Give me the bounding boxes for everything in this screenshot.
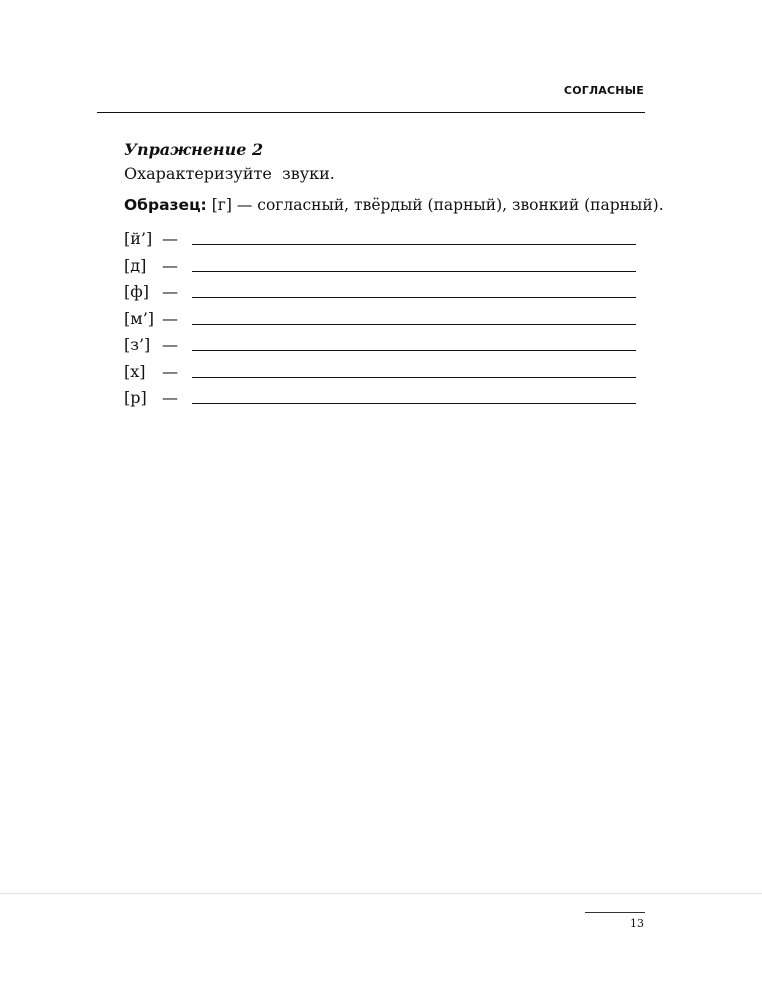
- answer-row: [124, 387, 636, 414]
- sound-label: [д]: [124, 255, 147, 275]
- sound-label: [р]: [124, 388, 147, 407]
- answer-line[interactable]: [192, 271, 636, 272]
- answer-row: [124, 255, 636, 282]
- answer-line[interactable]: [192, 403, 636, 404]
- header-rule: [97, 112, 645, 113]
- answer-row: [124, 334, 636, 361]
- exercise-instruction: Охарактеризуйте звуки.: [124, 164, 335, 183]
- answer-row: [124, 308, 636, 335]
- answer-row: [124, 281, 636, 308]
- sound-label: [м’]: [124, 308, 155, 328]
- sample-label: Образец:: [124, 196, 207, 214]
- answer-row: [124, 228, 636, 255]
- answer-line[interactable]: [192, 244, 636, 245]
- dash: —: [162, 335, 178, 354]
- dash: —: [162, 282, 178, 301]
- page-number: 13: [630, 917, 644, 930]
- sound-label: [з’]: [124, 335, 151, 354]
- answer-row: [124, 361, 636, 388]
- dash: —: [162, 255, 178, 275]
- sound-label: [х]: [124, 361, 146, 381]
- footer-divider: [0, 893, 762, 894]
- sound-label: [й’]: [124, 229, 153, 248]
- sound-label: [ф]: [124, 282, 150, 301]
- sample-line: [124, 196, 664, 214]
- answer-line[interactable]: [192, 297, 636, 298]
- dash: —: [162, 361, 178, 381]
- page-number-rule: [585, 912, 645, 913]
- dash: —: [162, 229, 178, 248]
- dash: —: [162, 388, 178, 407]
- running-head: СОГЛАСНЫЕ: [563, 84, 644, 97]
- answer-line[interactable]: [192, 324, 636, 325]
- dash: —: [162, 308, 178, 328]
- answer-line[interactable]: [192, 350, 636, 351]
- exercise-title: Упражнение 2: [124, 140, 264, 159]
- sample-text: [г] — согласный, твёрдый (парный), звонкий (парный).: [206, 196, 664, 214]
- answer-rows: [124, 228, 636, 414]
- answer-line[interactable]: [192, 377, 636, 378]
